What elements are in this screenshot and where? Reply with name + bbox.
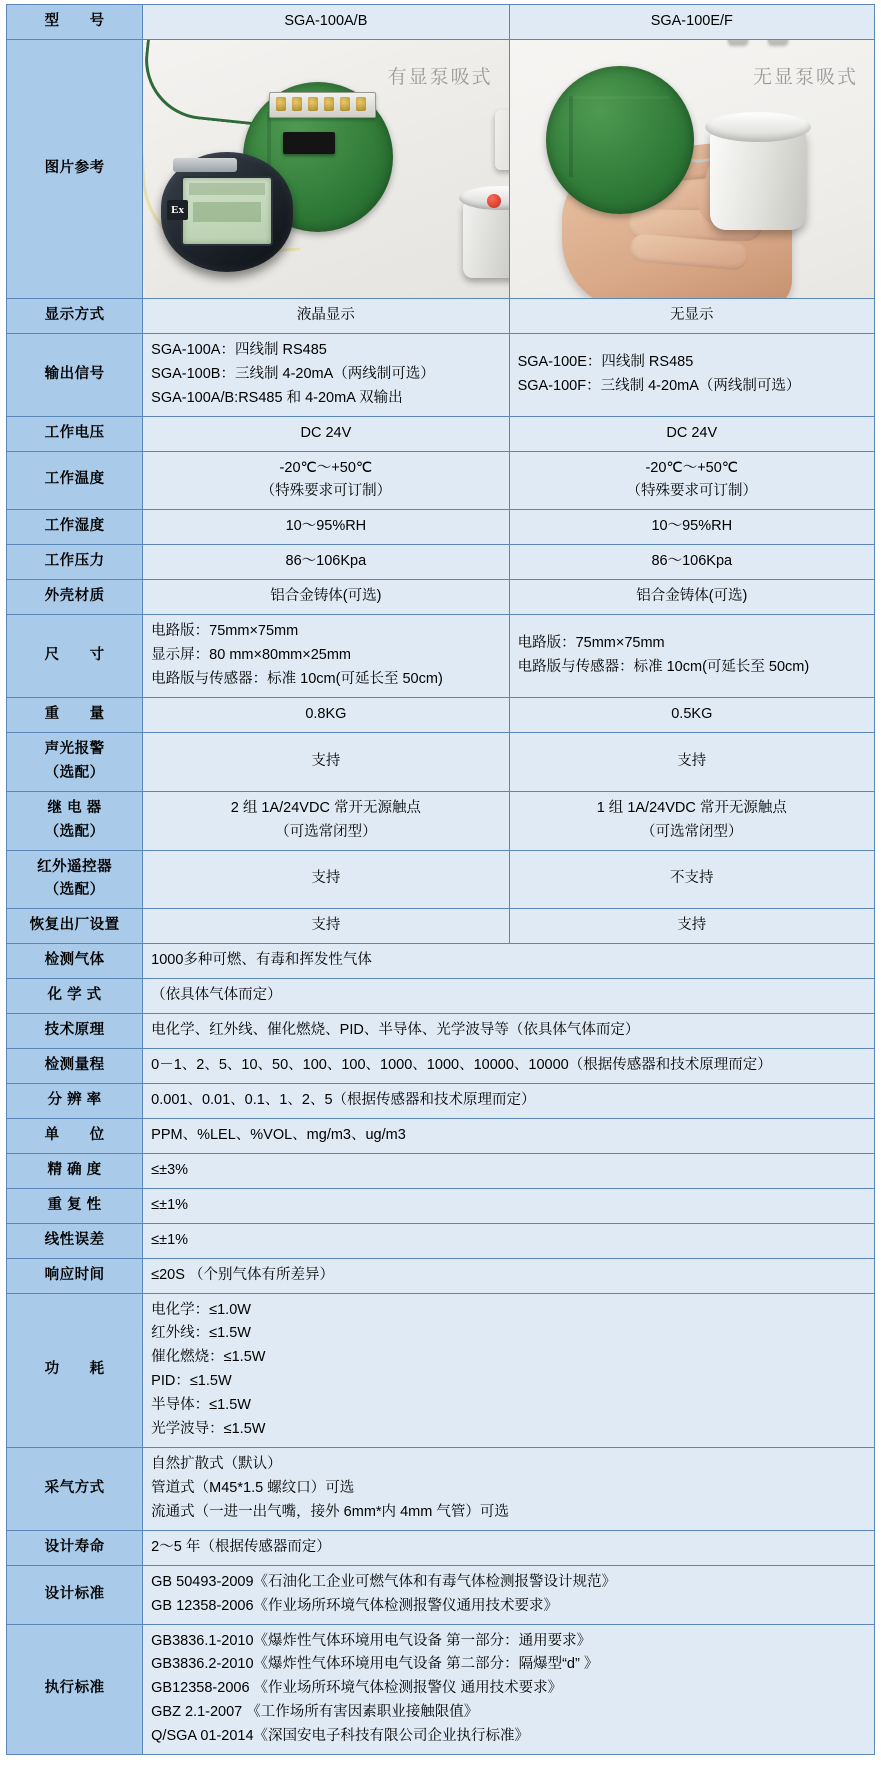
row-label-resolution: 分 辨 率 xyxy=(7,1083,143,1118)
row-label-line: （选配） xyxy=(44,764,105,781)
gas-port-icon xyxy=(768,39,788,44)
power-line: 催化燃烧：≤1.5W xyxy=(151,1349,266,1366)
sampling-line: 管道式（M45*1.5 螺纹口）可选 xyxy=(151,1479,355,1496)
pressure-b: 86～106Kpa xyxy=(509,545,874,580)
design-standard-line: GB 12358-2006《作业场所环境气体检测报警仪通用技术要求》 xyxy=(151,1597,559,1614)
row-label-weight: 重 量 xyxy=(7,697,143,732)
product-photo-a xyxy=(143,40,508,298)
circuit-board-icon xyxy=(546,66,694,214)
sampling-line: 自然扩散式（默认） xyxy=(151,1456,282,1473)
row-label-response-time: 响应时间 xyxy=(7,1258,143,1293)
row-label-voltage: 工作电压 xyxy=(7,416,143,451)
table-row-audible-alarm xyxy=(7,732,875,791)
table-row-tech-principle xyxy=(7,1014,875,1049)
row-label-factory-reset: 恢复出厂设置 xyxy=(7,909,143,944)
design-standard-value xyxy=(143,1565,875,1624)
detected-gas-value: 1000多种可燃、有毒和挥发性气体 xyxy=(143,944,875,979)
power-line: PID：≤1.5W xyxy=(151,1373,232,1390)
weight-b: 0.5KG xyxy=(509,697,874,732)
power-line: 红外线：≤1.5W xyxy=(151,1325,251,1342)
table-row-service-life xyxy=(7,1530,875,1565)
row-label-power-consumption: 功 耗 xyxy=(7,1293,143,1448)
row-label-detected-gas: 检测气体 xyxy=(7,944,143,979)
table-row-sampling-method xyxy=(7,1448,875,1531)
table-row-pressure xyxy=(7,545,875,580)
table-row-housing-material xyxy=(7,580,875,615)
table-row-factory-reset xyxy=(7,909,875,944)
table-row-response-time xyxy=(7,1258,875,1293)
row-label-output-signal: 输出信号 xyxy=(7,333,143,416)
temperature-a-line: （特殊要求可订制） xyxy=(260,483,392,500)
row-label-display-mode: 显示方式 xyxy=(7,298,143,333)
table-row-resolution xyxy=(7,1083,875,1118)
table-row-detected-gas xyxy=(7,944,875,979)
dimensions-a-line: 显示屏：80 mm×80mm×25mm xyxy=(151,647,351,664)
execution-standard-line: GBZ 2.1-2007 《工作场所有害因素职业接触限值》 xyxy=(151,1704,479,1721)
output-signal-a xyxy=(143,333,509,416)
design-standard-line: GB 50493-2009《石油化工企业可燃气体和有毒气体检测报警设计规范》 xyxy=(151,1573,617,1590)
table-row-output-signal xyxy=(7,333,875,416)
service-life-value: 2～5 年（根据传感器而定） xyxy=(143,1530,875,1565)
unit-value: PPM、%LEL、%VOL、mg/m3、ug/m3 xyxy=(143,1118,875,1153)
execution-standard-line: GB3836.1-2010《爆炸性气体环境用电气设备 第一部分：通用要求》 xyxy=(151,1632,592,1649)
terminal-block-icon xyxy=(269,92,376,118)
model-sga-100ef: SGA-100E/F xyxy=(509,5,874,40)
pressure-a: 86～106Kpa xyxy=(143,545,509,580)
dimensions-b-line: 电路版与传感器：标准 10cm(可延长至 50cm) xyxy=(517,659,810,676)
photo-a-caption: 有显泵吸式 xyxy=(387,66,493,88)
output-signal-a-line: SGA-100A/B:RS485 和 4-20mA 双输出 xyxy=(151,389,403,406)
audible-alarm-b: 支持 xyxy=(509,732,874,791)
row-label-temperature: 工作温度 xyxy=(7,451,143,510)
execution-standard-line: Q/SGA 01-2014《深国安电子科技有限公司企业执行标准》 xyxy=(151,1728,530,1745)
row-label-dimensions: 尺 寸 xyxy=(7,615,143,698)
display-cap-icon xyxy=(173,158,237,172)
factory-reset-a: 支持 xyxy=(143,909,509,944)
row-label-unit: 单 位 xyxy=(7,1118,143,1153)
temperature-a xyxy=(143,451,509,510)
table-row-relay xyxy=(7,791,875,850)
voltage-b: DC 24V xyxy=(509,416,874,451)
row-label-accuracy: 精 确 度 xyxy=(7,1153,143,1188)
tech-principle-value: 电化学、红外线、催化燃烧、PID、半导体、光学波导等（依具体气体而定） xyxy=(143,1014,875,1049)
power-line: 电化学：≤1.0W xyxy=(151,1301,251,1318)
housing-material-a: 铝合金铸体(可选) xyxy=(143,580,509,615)
row-label-execution-standard: 执行标准 xyxy=(7,1624,143,1755)
product-photo-a-cell xyxy=(143,39,509,298)
output-signal-a-line: SGA-100A：四线制 RS485 xyxy=(151,341,327,358)
factory-reset-b: 支持 xyxy=(509,909,874,944)
table-row-linearity-error xyxy=(7,1223,875,1258)
row-label-relay xyxy=(7,791,143,850)
table-row-ir-remote xyxy=(7,850,875,909)
measuring-range-value: 0－1、2、5、10、50、100、100、1000、1000、10000、10000（根据传感器和技术原理而定） xyxy=(143,1049,875,1084)
sensor-probe-icon xyxy=(463,200,509,278)
row-label-chemical-formula: 化 学 式 xyxy=(7,979,143,1014)
table-row-model xyxy=(7,5,875,40)
lcd-screen-icon xyxy=(181,176,273,246)
table-row-execution-standard xyxy=(7,1624,875,1755)
voltage-a: DC 24V xyxy=(143,416,509,451)
table-row-measuring-range xyxy=(7,1049,875,1084)
sampling-method-value xyxy=(143,1448,875,1531)
row-label-line: 继 电 器 xyxy=(47,799,102,816)
humidity-a: 10～95%RH xyxy=(143,510,509,545)
row-label-ir-remote xyxy=(7,850,143,909)
row-label-design-standard: 设计标准 xyxy=(7,1565,143,1624)
row-label-sampling-method: 采气方式 xyxy=(7,1448,143,1531)
resolution-value: 0.001、0.01、0.1、1、2、5（根据传感器和技术原理而定） xyxy=(143,1083,875,1118)
ir-remote-b: 不支持 xyxy=(509,850,874,909)
execution-standard-line: GB3836.2-2010《爆炸性气体环境用电气设备 第二部分：隔爆型“d” 》 xyxy=(151,1656,599,1673)
row-label-tech-principle: 技术原理 xyxy=(7,1014,143,1049)
power-line: 半导体：≤1.5W xyxy=(151,1397,251,1414)
table-row-voltage xyxy=(7,416,875,451)
relay-b xyxy=(509,791,874,850)
chip-icon xyxy=(283,132,335,154)
row-label-pressure: 工作压力 xyxy=(7,545,143,580)
row-label-repeatability: 重 复 性 xyxy=(7,1188,143,1223)
temperature-b-line: -20℃～+50℃ xyxy=(645,459,739,476)
dimensions-a-line: 电路版与传感器：标准 10cm(可延长至 50cm) xyxy=(151,670,443,687)
table-row-chemical-formula xyxy=(7,979,875,1014)
output-signal-a-line: SGA-100B：三线制 4-20mA（两线制可选） xyxy=(151,365,435,382)
relay-b-line: 1 组 1A/24VDC 常开无源触点 xyxy=(596,799,787,816)
relay-a-line: （可选常闭型） xyxy=(275,823,377,840)
table-row-humidity xyxy=(7,510,875,545)
linearity-error-value: ≤±1% xyxy=(143,1223,875,1258)
power-line: 光学波导：≤1.5W xyxy=(151,1421,266,1438)
sampling-line: 流通式（一进一出气嘴，接外 6mm*内 4mm 气管）可选 xyxy=(151,1503,509,1520)
row-label-line: （选配） xyxy=(44,882,105,899)
row-label-image-reference: 图片参考 xyxy=(7,39,143,298)
output-signal-b-line: SGA-100F：三线制 4-20mA（两线制可选） xyxy=(517,377,801,394)
row-label-line: 声光报警 xyxy=(44,740,105,757)
execution-standard-line: GB12358-2006 《作业场所环境气体检测报警仪 通用技术要求》 xyxy=(151,1680,563,1697)
dimensions-a-line: 电路版：75mm×75mm xyxy=(151,623,299,640)
ir-remote-a: 支持 xyxy=(143,850,509,909)
dimensions-b-line: 电路版：75mm×75mm xyxy=(517,635,665,652)
table-row-accuracy xyxy=(7,1153,875,1188)
gas-port-icon xyxy=(728,39,748,44)
product-spec-table xyxy=(6,4,875,1755)
dimensions-b xyxy=(509,615,874,698)
table-row-weight xyxy=(7,697,875,732)
display-mode-b: 无显示 xyxy=(509,298,874,333)
execution-standard-value xyxy=(143,1624,875,1755)
accuracy-value: ≤±3% xyxy=(143,1153,875,1188)
humidity-b: 10～95%RH xyxy=(509,510,874,545)
row-label-housing-material: 外壳材质 xyxy=(7,580,143,615)
row-label-audible-alarm xyxy=(7,732,143,791)
sensor-small-icon xyxy=(495,110,509,170)
temperature-a-line: -20℃～+50℃ xyxy=(279,459,373,476)
ex-mark-icon: Ex xyxy=(167,200,188,220)
product-photo-b xyxy=(510,40,874,298)
model-sga-100ab: SGA-100A/B xyxy=(143,5,509,40)
output-signal-b-line: SGA-100E：四线制 RS485 xyxy=(517,353,694,370)
row-label-linearity-error: 线性误差 xyxy=(7,1223,143,1258)
power-consumption-value xyxy=(143,1293,875,1448)
table-row-images xyxy=(7,39,875,298)
table-row-design-standard xyxy=(7,1565,875,1624)
relay-a xyxy=(143,791,509,850)
row-label-humidity: 工作湿度 xyxy=(7,510,143,545)
row-label-measuring-range: 检测量程 xyxy=(7,1049,143,1084)
row-label-line: （选配） xyxy=(44,823,105,840)
table-row-dimensions xyxy=(7,615,875,698)
relay-b-line: （可选常闭型） xyxy=(641,823,743,840)
product-photo-b-cell xyxy=(509,39,874,298)
sensor-indicator-icon xyxy=(487,194,501,208)
chemical-formula-value: （依具体气体而定） xyxy=(143,979,875,1014)
housing-material-b: 铝合金铸体(可选) xyxy=(509,580,874,615)
table-row-repeatability xyxy=(7,1188,875,1223)
temperature-b xyxy=(509,451,874,510)
table-row-power-consumption xyxy=(7,1293,875,1448)
photo-b-caption: 无显泵吸式 xyxy=(752,66,858,88)
row-label-model: 型 号 xyxy=(7,5,143,40)
row-label-service-life: 设计寿命 xyxy=(7,1530,143,1565)
repeatability-value: ≤±1% xyxy=(143,1188,875,1223)
table-row-unit xyxy=(7,1118,875,1153)
dimensions-a xyxy=(143,615,509,698)
sensor-probe-icon xyxy=(710,128,806,230)
table-row-temperature xyxy=(7,451,875,510)
relay-a-line: 2 组 1A/24VDC 常开无源触点 xyxy=(230,799,421,816)
response-time-value: ≤20S （个别气体有所差异） xyxy=(143,1258,875,1293)
row-label-line: 红外遥控器 xyxy=(37,858,113,875)
display-mode-a: 液晶显示 xyxy=(143,298,509,333)
table-row-display-mode xyxy=(7,298,875,333)
temperature-b-line: （特殊要求可订制） xyxy=(626,483,758,500)
weight-a: 0.8KG xyxy=(143,697,509,732)
output-signal-b xyxy=(509,333,874,416)
audible-alarm-a: 支持 xyxy=(143,732,509,791)
